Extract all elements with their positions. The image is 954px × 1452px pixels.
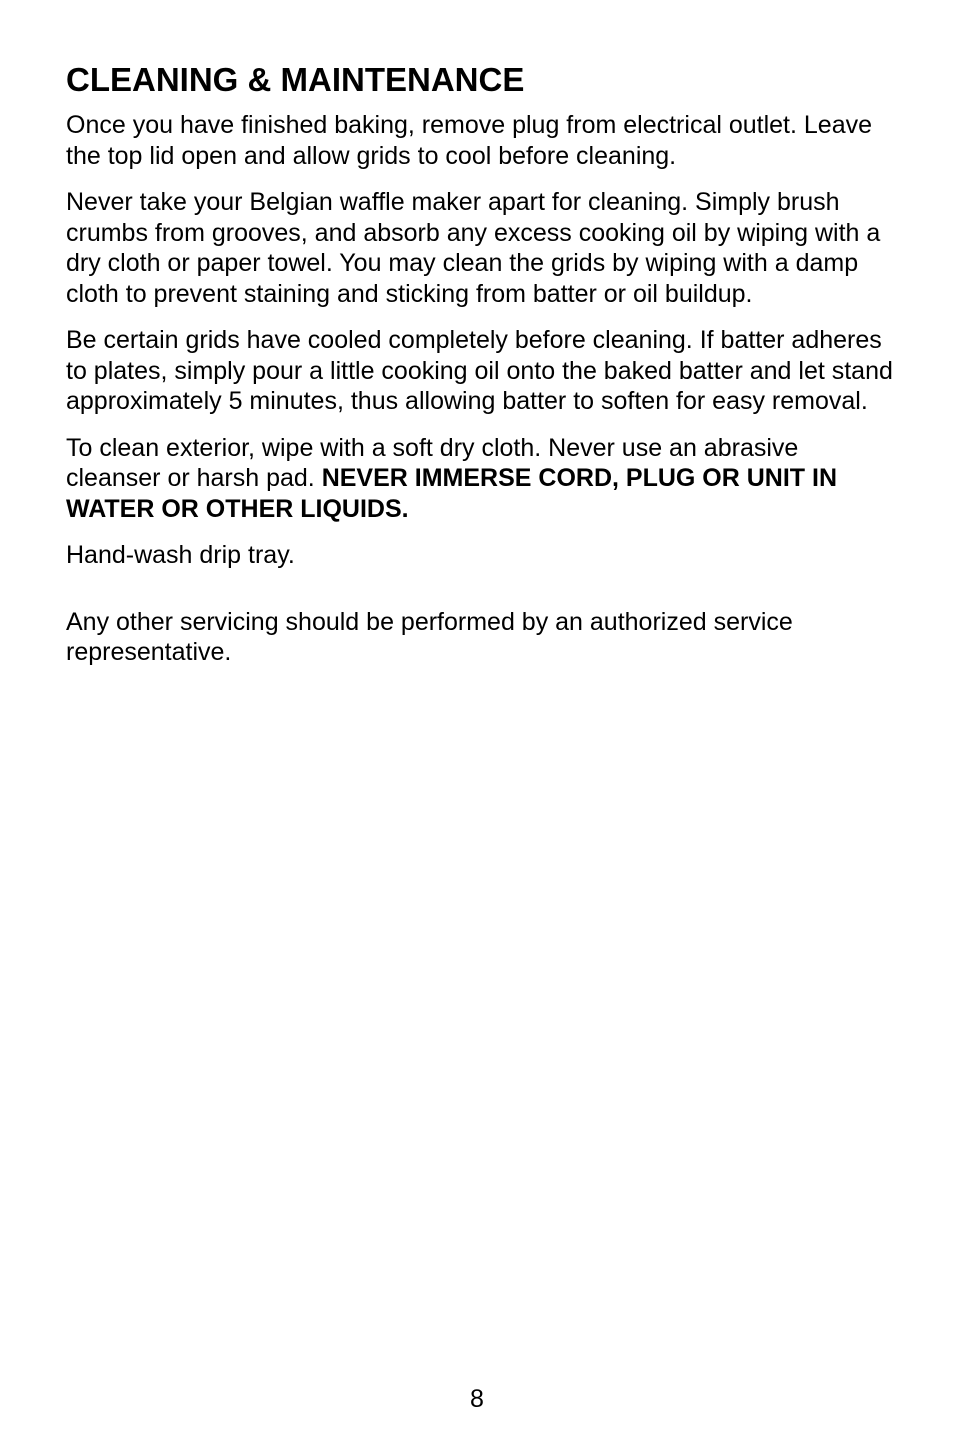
document-body xyxy=(66,60,896,684)
paragraph-drip-tray: Hand-wash drip tray. xyxy=(66,541,295,569)
section-heading: CLEANING & MAINTENANCE xyxy=(66,61,525,98)
immersion-warning: NEVER IMMERSE CORD, PLUG OR UNIT IN WATER OR OTHER LIQUIDS. xyxy=(66,464,838,523)
paragraph-cool-grids: Be certain grids have cooled completely before cleaning. If batter adheres to plates, simply pour a little cooking oil onto the baked batter and let stand approximately 5 minutes, thus allowing batter to soften for easy removal. xyxy=(66,326,893,415)
paragraph-never-disassemble: Never take your Belgian waffle maker apart for cleaning. Simply brush crumbs from grooves, and absorb any excess cooking oil by wiping with a dry cloth or paper towel. You may clean the grids by wiping with a damp cloth to prevent staining and sticking from batter or oil buildup. xyxy=(66,188,881,308)
paragraph-unplug: Once you have finished baking, remove plug from electrical outlet. Leave the top lid open and allow grids to cool before cleaning. xyxy=(66,111,873,170)
paragraph-clean-exterior xyxy=(66,433,896,525)
page-number: 8 xyxy=(470,1385,484,1413)
paragraph-servicing: Any other servicing should be performed by an authorized service representative. xyxy=(66,607,793,666)
exterior-instructions: To clean exterior, wipe with a soft dry cloth. Never use an abrasive cleanser or harsh pad. xyxy=(66,433,799,492)
